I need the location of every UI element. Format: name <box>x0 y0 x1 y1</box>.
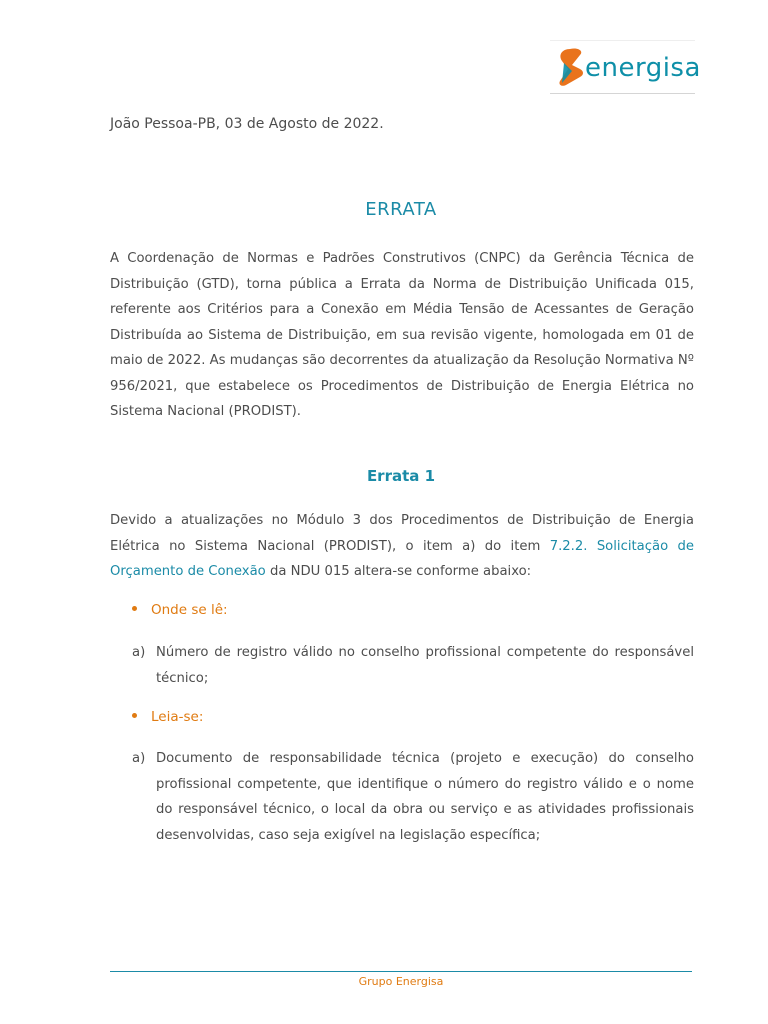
bullet-dot-icon <box>132 606 137 611</box>
date-line: João Pessoa-PB, 03 de Agosto de 2022. <box>110 116 384 132</box>
leia-se-bullet <box>132 709 203 725</box>
section-link[interactable]: 7.2.2. Solicitação de Orçamento de Conexão <box>110 538 694 579</box>
page-title: ERRATA <box>365 199 437 220</box>
logo-wordmark: energisa <box>585 53 701 83</box>
leia-se-label: Leia-se: <box>151 709 204 725</box>
leia-item-label: a) <box>132 751 146 766</box>
bullet-dot-icon <box>132 713 137 718</box>
errata-1-text-before: Devido a atualizações no Módulo 3 dos Procedimentos de Distribuição de Energia Elétrica no Sistema Nacional (PRODIST), o item a) do item <box>110 513 694 554</box>
energisa-logo <box>550 40 701 94</box>
errata-1-paragraph <box>110 508 694 585</box>
leia-item-text: Documento de responsabilidade técnica (projeto e execução) do conselho profissional competente, que identifique o número do registro válido e o nome do responsável técnico, o local da obra ou serviço e as atividades profissionais desenvolvidas, caso seja exigível na legislação específica; <box>156 751 694 843</box>
onde-se-le-label: Onde se lê: <box>151 602 228 618</box>
errata-1-heading: Errata 1 <box>366 467 436 485</box>
energisa-mark-icon <box>554 47 588 89</box>
intro-paragraph: A Coordenação de Normas e Padrões Construtivos (CNPC) da Gerência Técnica de Distribuição (GTD), torna pública a Errata da Norma de Distribuição Unificada 015, referente aos Critérios para a Conexão em Média Tensão de Acessantes de Geração Distribuída ao Sistema de Distribuição, em sua revisão vigente, homologada em 01 de maio de 2022. As mudanças são decorrentes da atualização da Resolução Normativa Nº 956/2021, que estabelece os Procedimentos de Distribuição de Energia Elétrica no Sistema Nacional (PRODIST). <box>110 251 694 419</box>
onde-item-label: a) <box>132 645 146 660</box>
footer-text: Grupo Energisa <box>358 975 444 988</box>
leia-item <box>132 746 694 848</box>
onde-item <box>132 640 694 691</box>
onde-item-text: Número de registro válido no conselho profissional competente do responsável técnico; <box>156 645 694 686</box>
onde-se-le-bullet <box>132 602 228 618</box>
footer-divider <box>110 971 692 972</box>
errata-1-text-after: da NDU 015 altera-se conforme abaixo: <box>265 564 532 579</box>
